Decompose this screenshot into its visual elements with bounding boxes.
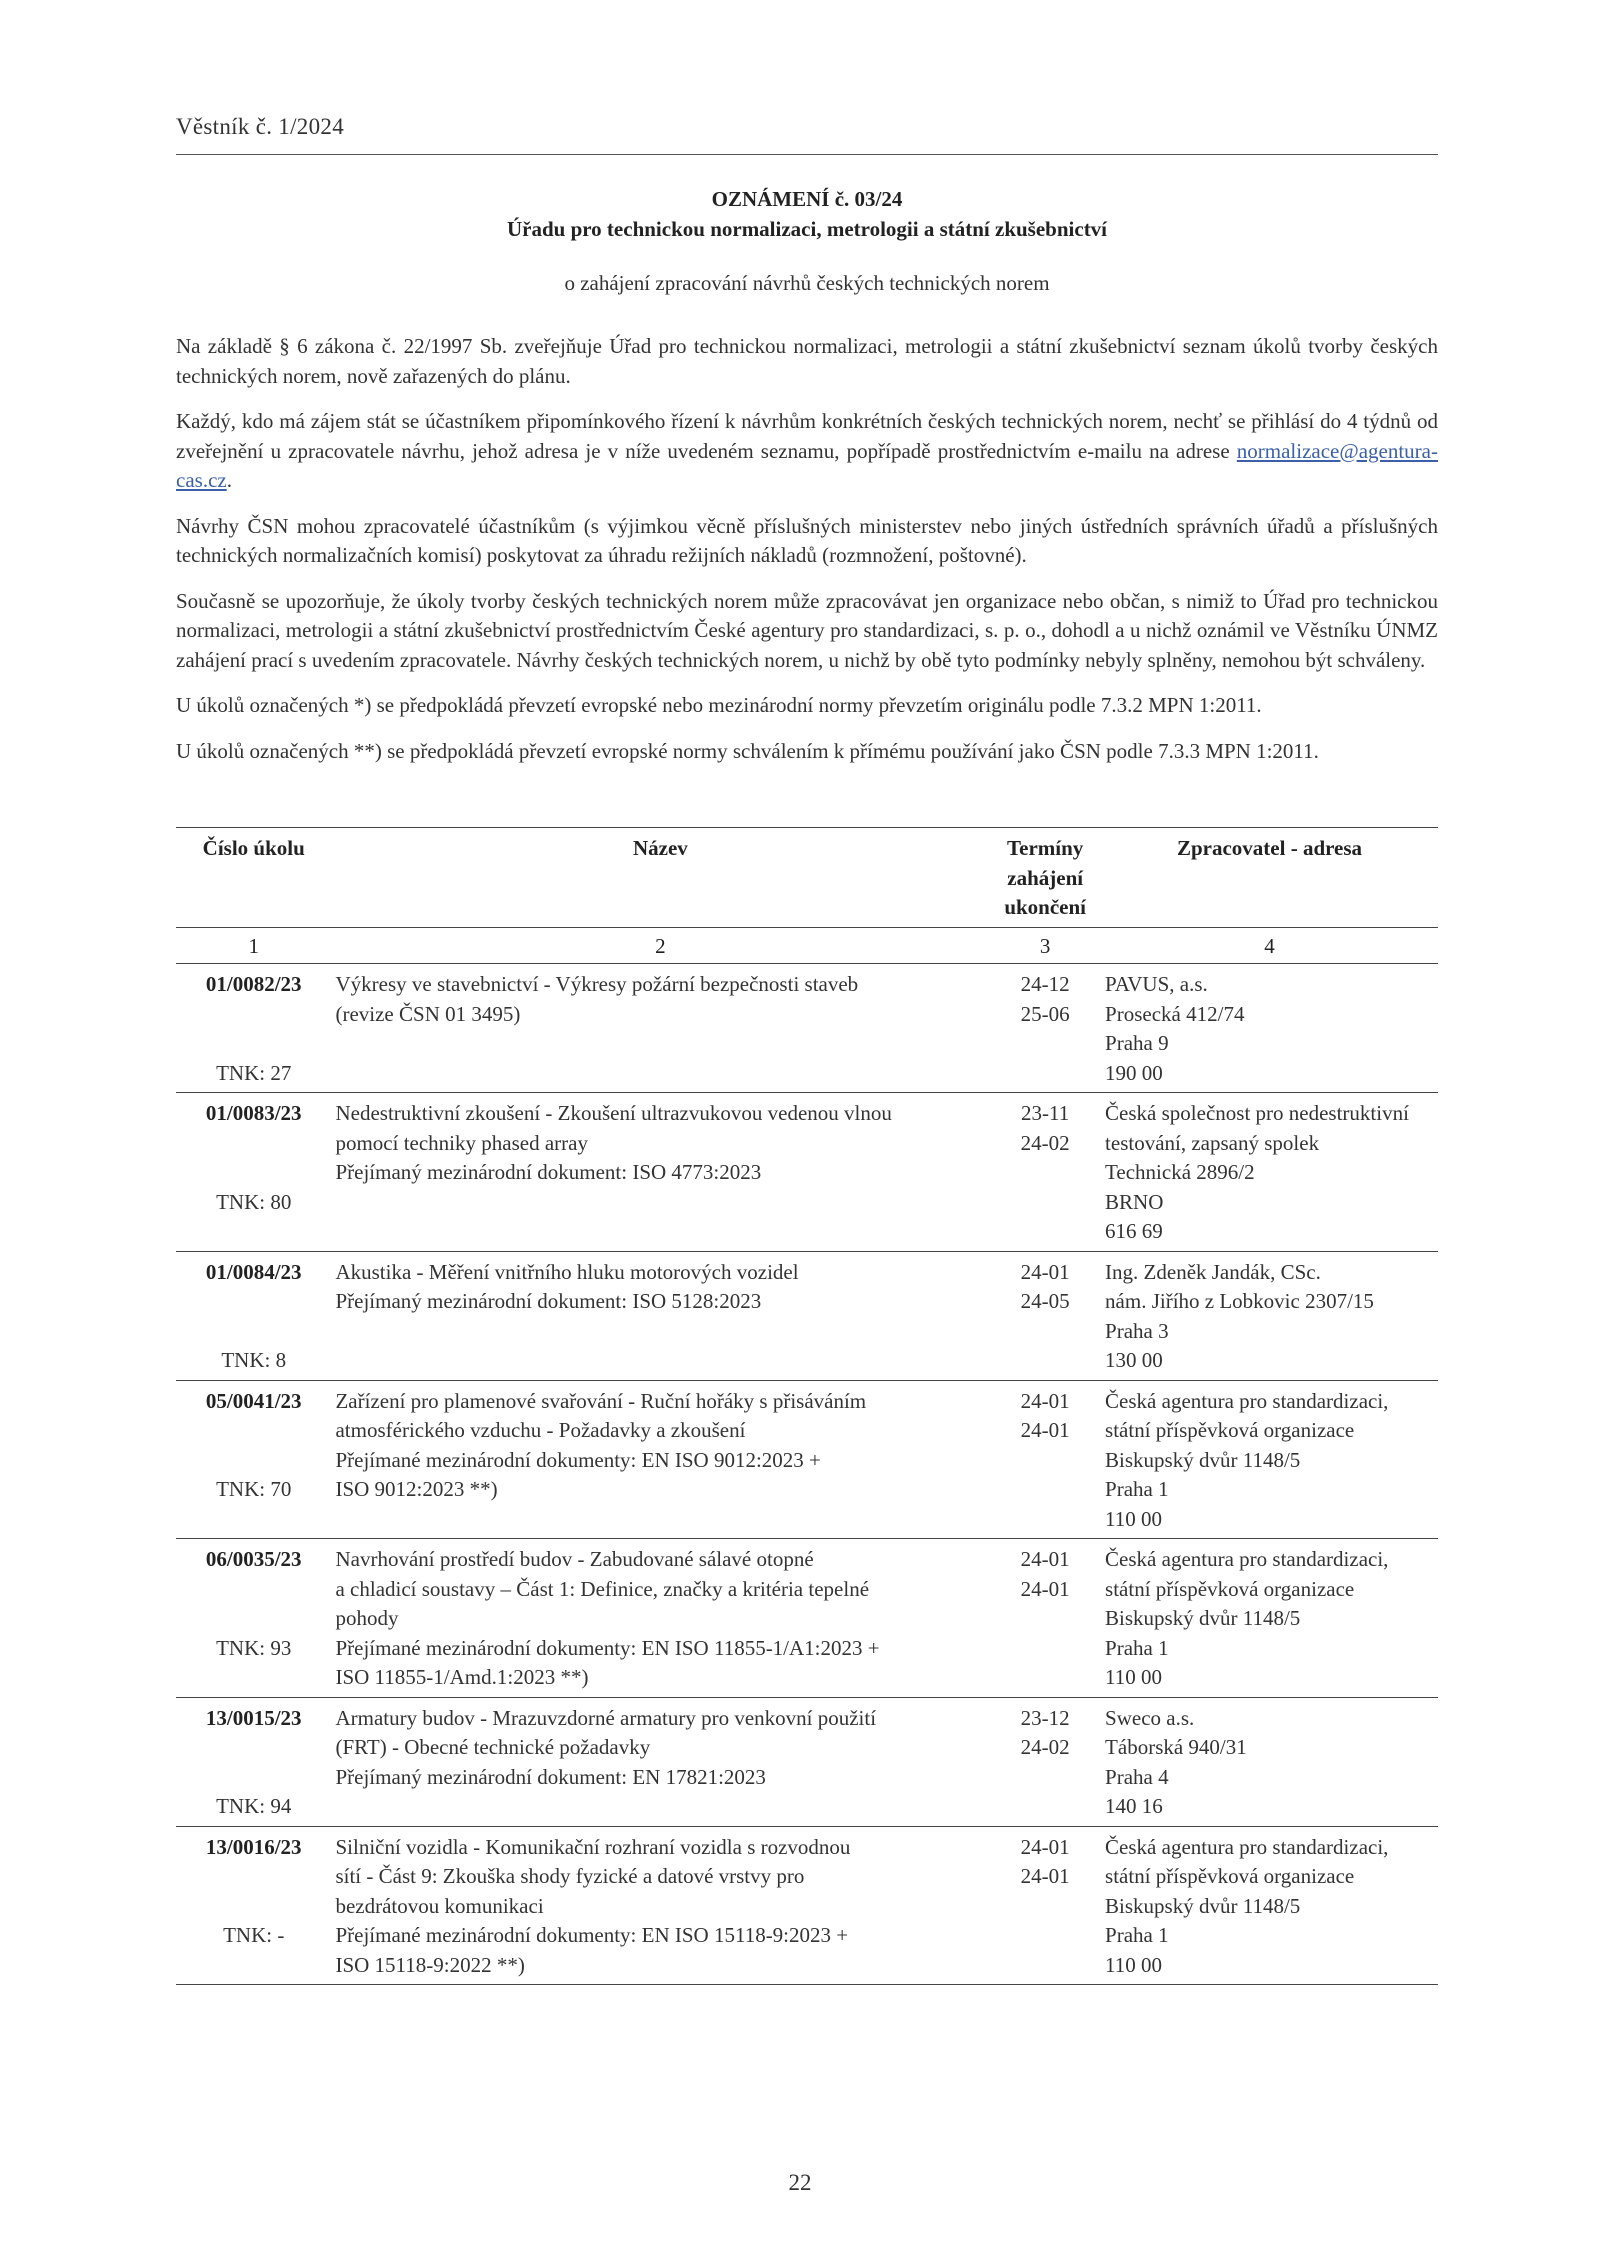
announcement-title (176, 184, 1438, 298)
address-line: Praha 9 (1105, 1031, 1169, 1055)
name-line: Výkresy ve stavebnictví - Výkresy požární bezpečnosti staveb (335, 972, 859, 996)
name-line: a chladicí soustavy – Část 1: Definice, značky a kritéria tepelné (335, 1576, 870, 1601)
terms-cell (989, 1093, 1101, 1252)
term-start: 24-12 (1020, 972, 1070, 996)
term-end: 24-01 (1020, 1864, 1070, 1888)
address-line: Praha 1 (1105, 1635, 1169, 1660)
address-line: Praha 3 (1105, 1318, 1169, 1343)
address-cell (1101, 1826, 1438, 1985)
address-line: PAVUS, a.s. (1105, 972, 1208, 996)
name-line: (FRT) - Obecné technické požadavky (335, 1735, 651, 1759)
term-start: 23-11 (1021, 1101, 1070, 1125)
header-name: Název (331, 828, 989, 928)
terms-cell (989, 1251, 1101, 1380)
header-terms (989, 828, 1101, 928)
name-line: Přejímaný mezinárodní dokument: ISO 4773:2023 (335, 1160, 762, 1184)
address-line: Sweco a.s. (1105, 1705, 1195, 1730)
address-line: 616 69 (1105, 1219, 1163, 1243)
address-line: Biskupský dvůr 1148/5 (1105, 1893, 1301, 1918)
table-row (176, 1380, 1438, 1539)
address-line: nám. Jiřího z Lobkovic 2307/15 (1105, 1289, 1374, 1313)
task-number: 06/0035/23 (205, 1547, 302, 1571)
table-header-row (176, 828, 1438, 928)
tnk-label: TNK: 94 (216, 1794, 292, 1818)
page-header: Věstník č. 1/2024 (176, 114, 1438, 155)
page-number: 22 (788, 2170, 812, 2195)
address-line: Česká agentura pro standardizaci, (1105, 1547, 1389, 1571)
column-number-4: 4 (1101, 927, 1438, 964)
address-line: Praha 1 (1105, 1923, 1169, 1947)
term-start: 24-01 (1020, 1259, 1070, 1284)
tnk-label: TNK: 8 (221, 1348, 287, 1372)
tnk-label: TNK: 93 (216, 1635, 292, 1660)
task-number: 01/0083/23 (205, 1101, 302, 1125)
address-line: 110 00 (1105, 1952, 1163, 1977)
term-end: 25-06 (1020, 1001, 1070, 1026)
address-cell (1101, 1251, 1438, 1380)
name-line: ISO 9012:2023 **) (335, 1477, 498, 1501)
name-cell (331, 1697, 989, 1826)
address-line: 140 16 (1105, 1794, 1163, 1818)
term-start: 23-12 (1020, 1705, 1070, 1730)
name-line: Navrhování prostředí budov - Zabudované sálavé otopné (335, 1547, 814, 1571)
name-line: Zařízení pro plamenové svařování - Ruční hořáky s přisáváním (335, 1388, 867, 1413)
address-line: 130 00 (1105, 1348, 1163, 1372)
terms-cell (989, 1826, 1101, 1985)
task-cell (176, 1697, 331, 1826)
term-end: 24-01 (1020, 1576, 1070, 1601)
name-line: Přejímané mezinárodní dokumenty: EN ISO 15118-9:2023 + (335, 1923, 849, 1947)
paragraph-fees: Návrhy ČSN mohou zpracovatelé účastníkům (s výjimkou věcně příslušných ministerstev nebo jiných ústředních správních úřadů a příslušných technických normalizačních komisí) poskytovat za úhradu režijních nákladů (rozmnožení, poštovné). (176, 513, 1438, 567)
table-row (176, 1093, 1438, 1252)
name-line: Akustika - Měření vnitřního hluku motorových vozidel (335, 1259, 799, 1284)
address-line: 190 00 (1105, 1060, 1163, 1085)
terms-cell (989, 1380, 1101, 1539)
name-line: bezdrátovou komunikaci (335, 1893, 544, 1918)
address-cell (1101, 1093, 1438, 1252)
address-cell (1101, 1697, 1438, 1826)
name-line: Přejímaný mezinárodní dokument: EN 17821:2023 (335, 1764, 766, 1789)
task-cell (176, 1380, 331, 1539)
paragraph-note-1: U úkolů označených *) se předpokládá převzetí evropské nebo mezinárodní normy převzetím originálu podle 7.3.2 MPN 1:2011. (176, 693, 1262, 717)
name-cell (331, 1539, 989, 1698)
name-line: (revize ČSN 01 3495) (335, 1001, 521, 1026)
task-number: 05/0041/23 (205, 1388, 302, 1413)
address-line: Ing. Zdeněk Jandák, CSc. (1105, 1259, 1321, 1284)
address-line: Technická 2896/2 (1105, 1160, 1255, 1184)
term-end: 24-02 (1020, 1735, 1070, 1759)
name-line: Armatury budov - Mrazuvzdorné armatury pro venkovní použití (335, 1705, 877, 1730)
tnk-label: TNK: 27 (216, 1060, 292, 1085)
task-number: 13/0016/23 (205, 1834, 302, 1859)
name-line: pohody (335, 1606, 399, 1630)
name-line: ISO 15118-9:2022 **) (335, 1952, 525, 1977)
task-cell (176, 964, 331, 1093)
participation-end: . (226, 468, 232, 492)
table-row (176, 964, 1438, 1093)
name-line: Přejímaný mezinárodní dokument: ISO 5128:2023 (335, 1289, 762, 1313)
address-line: Česká agentura pro standardizaci, (1105, 1834, 1389, 1859)
term-start: 24-01 (1020, 1388, 1070, 1413)
address-line: 110 00 (1105, 1665, 1163, 1689)
tnk-label: TNK: 80 (216, 1189, 292, 1214)
paragraph-note-2: U úkolů označených **) se předpokládá převzetí evropské normy schválením k přímému používání jako ČSN podle 7.3.3 MPN 1:2011. (176, 738, 1319, 763)
terms-cell (989, 1539, 1101, 1698)
column-number-2: 2 (331, 927, 989, 964)
address-cell (1101, 964, 1438, 1093)
address-cell (1101, 1539, 1438, 1698)
address-cell (1101, 1380, 1438, 1539)
task-number: 01/0084/23 (205, 1259, 302, 1284)
task-cell (176, 1251, 331, 1380)
term-end: 24-01 (1020, 1418, 1070, 1442)
table-column-numbers (176, 927, 1438, 964)
tnk-label: TNK: - (223, 1923, 285, 1947)
address-line: Praha 1 (1105, 1477, 1169, 1501)
name-line: ISO 11855-1/Amd.1:2023 **) (335, 1665, 589, 1689)
name-line: pomocí techniky phased array (335, 1130, 588, 1155)
address-line: Biskupský dvůr 1148/5 (1105, 1606, 1301, 1630)
header-processor: Zpracovatel - adresa (1101, 828, 1438, 928)
terms-cell (989, 964, 1101, 1093)
name-line: Silniční vozidla - Komunikační rozhraní vozidla s rozvodnou (335, 1834, 851, 1859)
column-number-3: 3 (989, 927, 1101, 964)
address-line: Biskupský dvůr 1148/5 (1105, 1447, 1301, 1472)
announcement-number: OZNÁMENÍ č. 03/24 (711, 187, 903, 211)
paragraph-notice: Současně se upozorňuje, že úkoly tvorby českých technických norem může zpracovávat jen organizace nebo občan, s nimiž to Úřad pro technickou normalizaci, metrologii a státní zkušebnictví prostřednictvím České agentury pro standardizaci, s. p. o., dohodl a u nichž oznámil ve Věstníku ÚNMZ zahájení prací s uvedením zpracovatele. Návrhy českých technických norem, u nichž by obě tyto podmínky nebyly splněny, nemohou být schváleny. (176, 588, 1438, 672)
address-line: státní příspěvková organizace (1105, 1576, 1355, 1601)
term-end: 24-02 (1020, 1130, 1070, 1155)
address-line: státní příspěvková organizace (1105, 1418, 1355, 1442)
table-row (176, 1251, 1438, 1380)
header-task-number: Číslo úkolu (176, 828, 331, 928)
header-terms-label: Termíny (1007, 836, 1084, 860)
address-line: 110 00 (1105, 1506, 1163, 1531)
term-start: 24-01 (1020, 1547, 1070, 1571)
header-terms-end: ukončení (1004, 895, 1087, 919)
name-line: sítí - Část 9: Zkouška shody fyzické a datové vrstvy pro (335, 1864, 805, 1888)
name-line: Přejímané mezinárodní dokumenty: EN ISO 11855-1/A1:2023 + (335, 1635, 880, 1660)
address-line: Prosecká 412/74 (1105, 1001, 1245, 1026)
task-cell (176, 1539, 331, 1698)
address-line: Česká agentura pro standardizaci, (1105, 1388, 1389, 1413)
task-cell (176, 1826, 331, 1985)
table-row (176, 1697, 1438, 1826)
term-start: 24-01 (1020, 1834, 1070, 1859)
paragraph-participation (176, 407, 1438, 496)
address-line: Česká společnost pro nedestruktivní (1105, 1101, 1409, 1125)
name-cell (331, 1251, 989, 1380)
address-line: státní příspěvková organizace (1105, 1864, 1355, 1888)
name-line: Přejímané mezinárodní dokumenty: EN ISO 9012:2023 + (335, 1447, 821, 1472)
participation-text: Každý, kdo má zájem stát se účastníkem připomínkového řízení k návrhům konkrétních českých technických norem, nechť se přihlásí do 4 týdnů od zveřejnění u zpracovatele návrhu, jehož adresa je v níže uvedeném seznamu, popřípadě prostřednictvím e-mailu na adrese (176, 409, 1438, 463)
task-cell (176, 1093, 331, 1252)
tnk-label: TNK: 70 (216, 1477, 292, 1501)
address-line: BRNO (1105, 1189, 1164, 1214)
name-cell (331, 964, 989, 1093)
tasks-table (176, 827, 1438, 1985)
address-line: Táborská 940/31 (1105, 1735, 1247, 1759)
name-cell (331, 1826, 989, 1985)
terms-cell (989, 1697, 1101, 1826)
email-link[interactable]: normalizace@agentura-cas.cz (176, 438, 1438, 492)
term-end: 24-05 (1020, 1289, 1070, 1313)
address-line: testování, zapsaný spolek (1105, 1130, 1320, 1155)
table-body (176, 964, 1438, 1985)
task-number: 01/0082/23 (205, 972, 302, 996)
table-row (176, 1826, 1438, 1985)
table-row (176, 1539, 1438, 1698)
column-number-1: 1 (176, 927, 331, 964)
name-line: atmosférického vzduchu - Požadavky a zkoušení (335, 1418, 746, 1442)
header-terms-start: zahájení (1007, 865, 1084, 890)
body-text (176, 332, 1438, 782)
issuing-office: Úřadu pro technickou normalizaci, metrologii a státní zkušebnictví (506, 217, 1108, 241)
name-line: Nedestruktivní zkoušení - Zkoušení ultrazvukovou vedenou vlnou (335, 1101, 892, 1125)
task-number: 13/0015/23 (205, 1705, 302, 1730)
name-cell (331, 1093, 989, 1252)
paragraph-legal-basis: Na základě § 6 zákona č. 22/1997 Sb. zveřejňuje Úřad pro technickou normalizaci, metrologii a státní zkušebnictví seznam úkolů tvorby českých technických norem, nově zařazených do plánu. (176, 334, 1438, 388)
name-cell (331, 1380, 989, 1539)
address-line: Praha 4 (1105, 1764, 1169, 1789)
announcement-subject: o zahájení zpracování návrhů českých technických norem (564, 271, 1050, 295)
